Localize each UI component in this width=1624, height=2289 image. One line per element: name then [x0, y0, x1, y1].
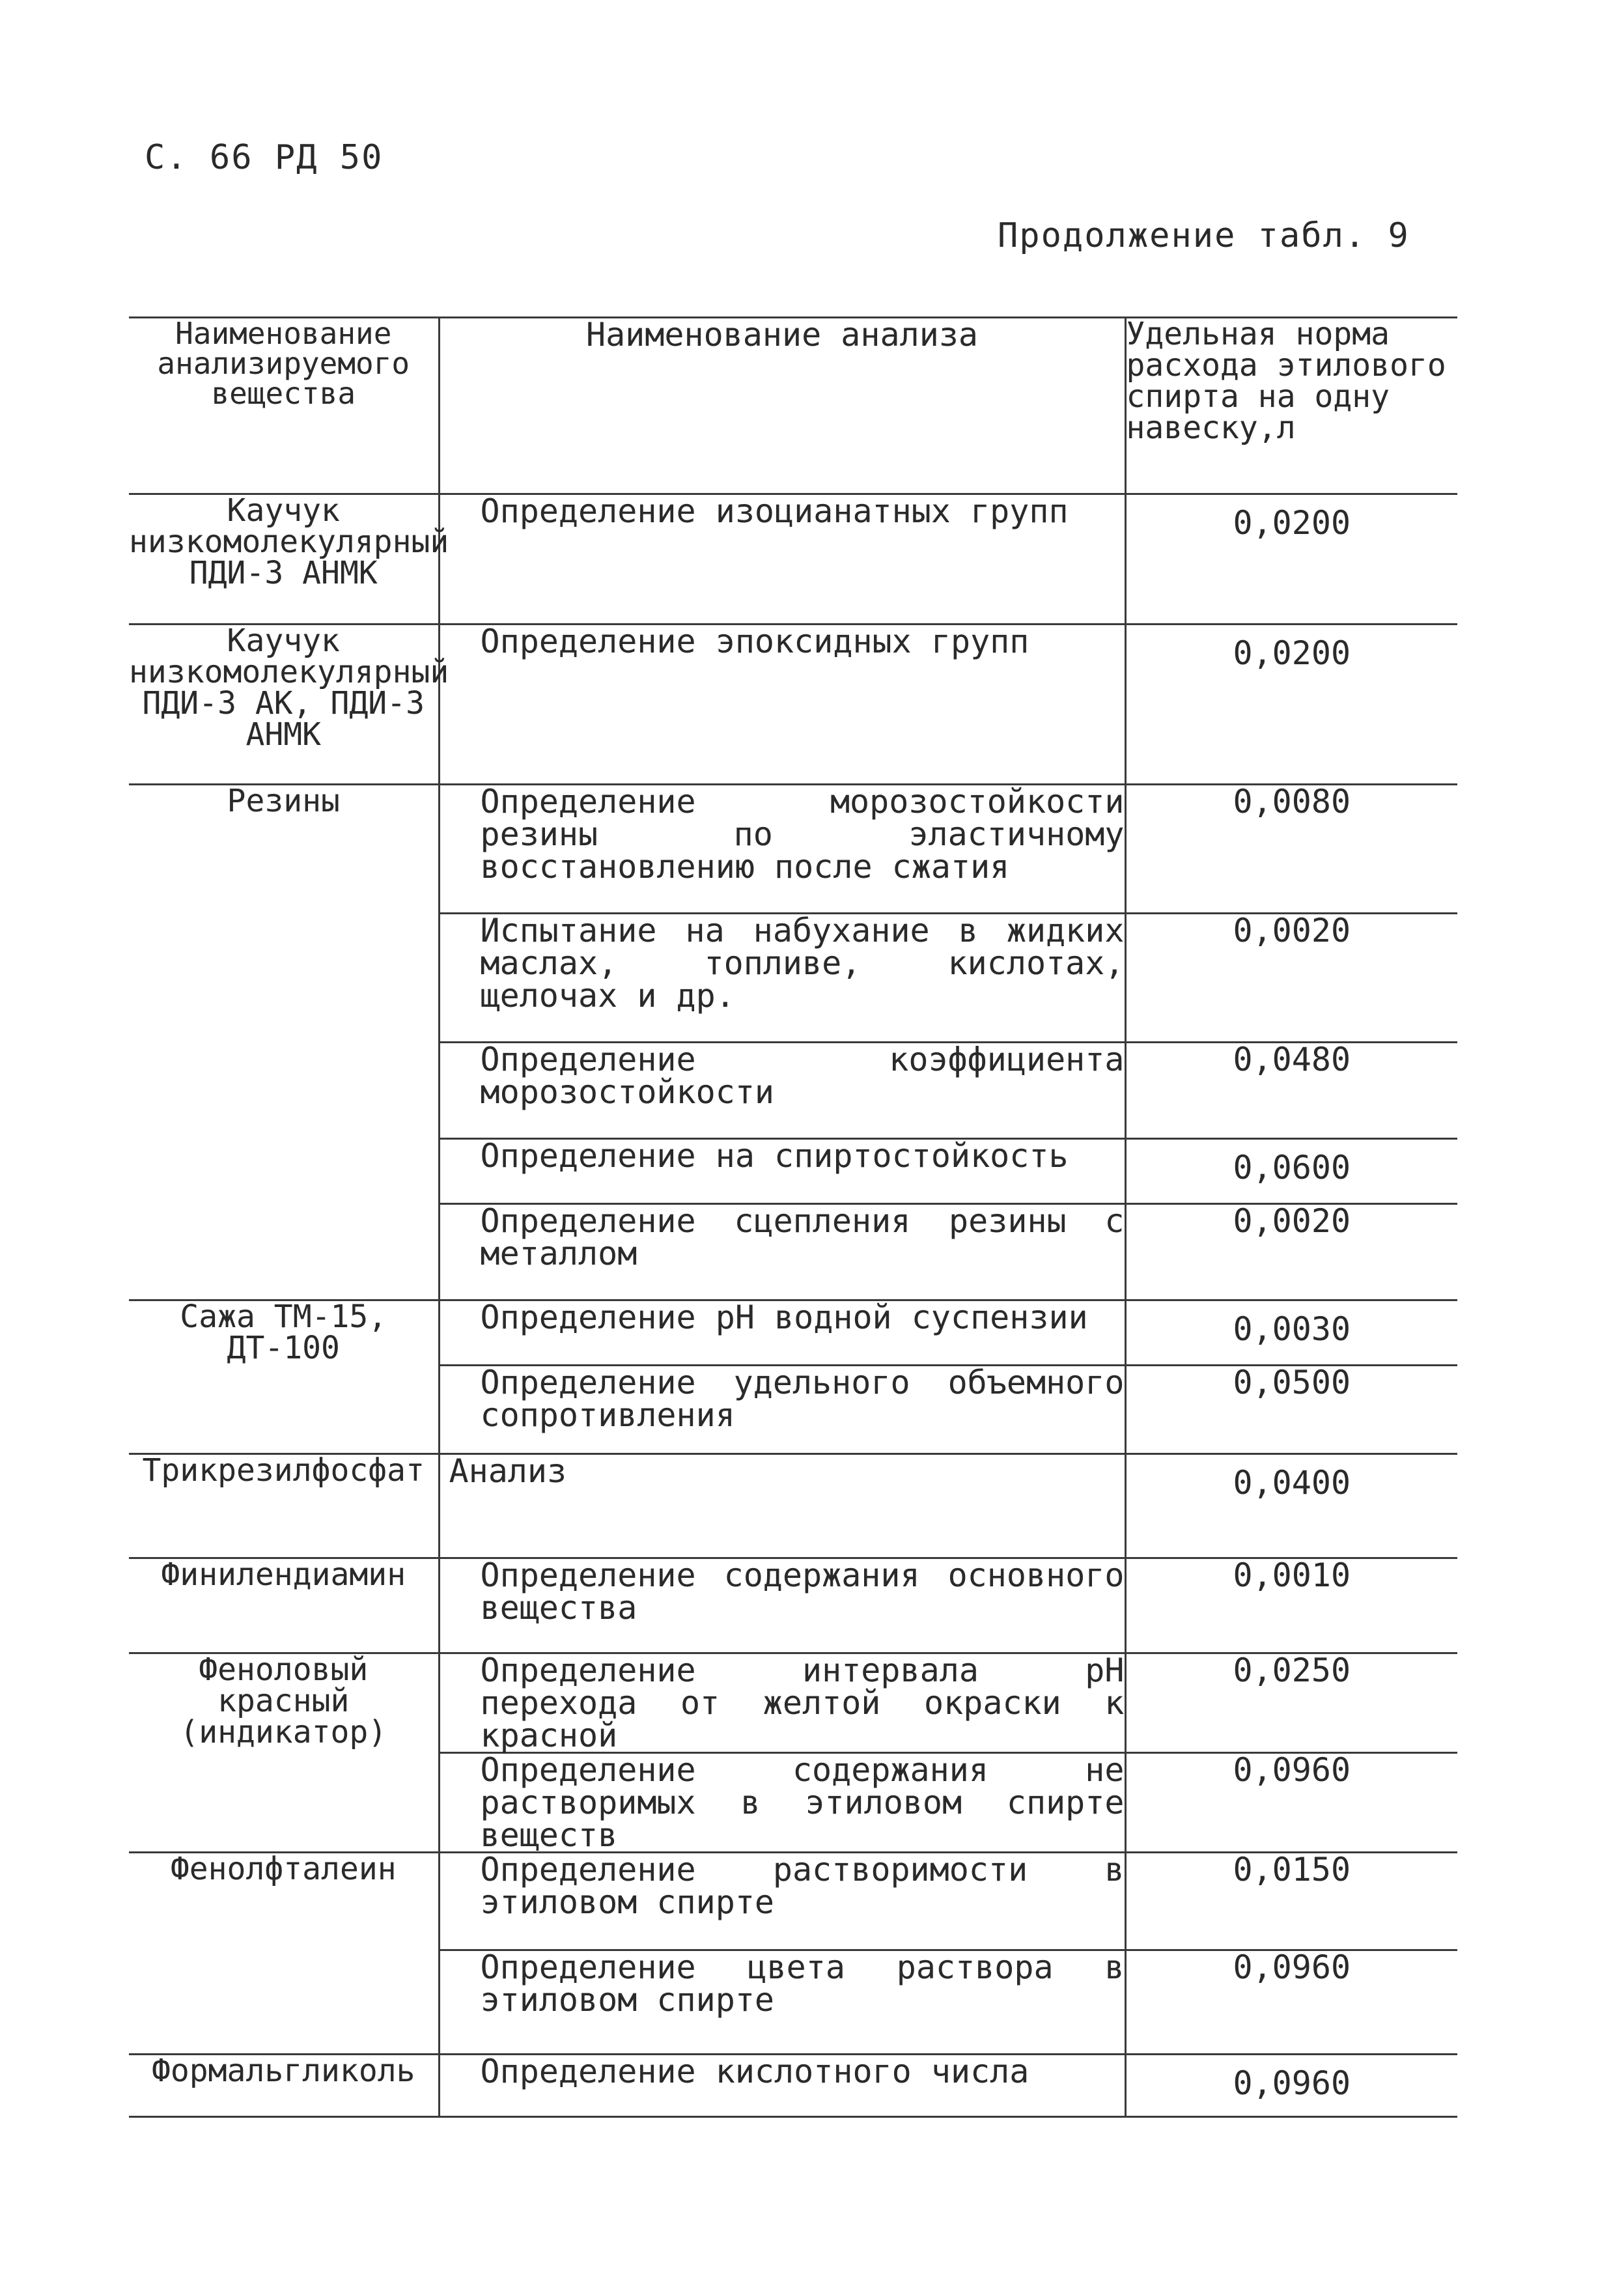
analysis-cell: Определение цвета раствора в этиловом спирте — [439, 1950, 1125, 2055]
substance-cell: Феноловый красный (индикатор) — [129, 1653, 439, 1853]
norm-cell: 0,0010 — [1125, 1558, 1457, 1653]
table-row — [129, 1653, 1457, 1753]
substance-cell: Каучук низкомолекулярный ПДИ-3 АНМК — [129, 494, 439, 625]
analysis-cell: Определение эпоксидных групп — [439, 625, 1125, 785]
norm-cell: 0,0030 — [1125, 1300, 1457, 1366]
header-norm: Удельная норма расхода этилового спирта на одну навеску,л — [1125, 318, 1457, 494]
analysis-cell: Определение изоцианатных групп — [439, 494, 1125, 625]
analysis-cell: Определение удельного объемного сопротивления — [439, 1366, 1125, 1454]
page-header: С. 66 РД 50 — [145, 138, 384, 177]
analysis-cell: Определение на спиртостойкость — [439, 1139, 1125, 1204]
analysis-cell: Определение сцепления резины с металлом — [439, 1204, 1125, 1300]
table-row — [129, 1853, 1457, 1950]
norm-cell: 0,0200 — [1125, 625, 1457, 785]
substance-cell: Резины — [129, 785, 439, 1300]
analysis-cell: Определение коэффициента морозостойкости — [439, 1043, 1125, 1139]
table-header-row — [129, 318, 1457, 494]
substance-cell: Формальгликоль — [129, 2055, 439, 2117]
table-row — [129, 2055, 1457, 2117]
analysis-cell: Испытание на набухание в жидких маслах, топливе, кислотах, щелочах и др. — [439, 914, 1125, 1043]
norm-cell: 0,0250 — [1125, 1653, 1457, 1753]
substance-cell: Каучук низкомолекулярный ПДИ-3 АК, ПДИ-3 АНМК — [129, 625, 439, 785]
substance-cell: Финилендиамин — [129, 1558, 439, 1653]
norm-cell: 0,0480 — [1125, 1043, 1457, 1139]
table-continuation-caption: Продолжение табл. 9 — [998, 216, 1410, 255]
norm-cell: 0,0400 — [1125, 1454, 1457, 1558]
header-substance: Наименование анализируемого вещества — [129, 318, 439, 494]
analysis-cell: Определение содержания не растворимых в этиловом спирте веществ — [439, 1753, 1125, 1853]
analysis-cell: Определение интервала рН перехода от желтой окраски к красной — [439, 1653, 1125, 1753]
substance-cell: Фенолфталеин — [129, 1853, 439, 2055]
header-analysis: Наименование анализа — [439, 318, 1125, 494]
substance-cell: Сажа ТМ-15, ДТ-100 — [129, 1300, 439, 1454]
norm-cell: 0,0080 — [1125, 785, 1457, 914]
norm-cell: 0,0600 — [1125, 1139, 1457, 1204]
table-row — [129, 494, 1457, 625]
table-row — [129, 1454, 1457, 1558]
norm-cell: 0,0500 — [1125, 1366, 1457, 1454]
table-row — [129, 785, 1457, 914]
substance-cell: Трикрезилфосфат — [129, 1454, 439, 1558]
norm-cell: 0,0020 — [1125, 914, 1457, 1043]
analysis-cell: Определение кислотного числа — [439, 2055, 1125, 2117]
consumption-norms-table — [129, 316, 1457, 2118]
norm-cell: 0,0960 — [1125, 1753, 1457, 1853]
analysis-cell: Анализ — [439, 1454, 1125, 1558]
norm-cell: 0,0200 — [1125, 494, 1457, 625]
table-row — [129, 625, 1457, 785]
analysis-cell: Определение морозостойкости резины по эластичному восстановлению после сжатия — [439, 785, 1125, 914]
analysis-cell: Определение содержания основного вещества — [439, 1558, 1125, 1653]
table-row — [129, 1300, 1457, 1366]
norm-cell: 0,0960 — [1125, 2055, 1457, 2117]
analysis-cell: Определение рН водной суспензии — [439, 1300, 1125, 1366]
norm-cell: 0,0150 — [1125, 1853, 1457, 1950]
analysis-cell: Определение растворимости в этиловом спирте — [439, 1853, 1125, 1950]
table-row — [129, 1558, 1457, 1653]
norm-cell: 0,0020 — [1125, 1204, 1457, 1300]
norm-cell: 0,0960 — [1125, 1950, 1457, 2055]
